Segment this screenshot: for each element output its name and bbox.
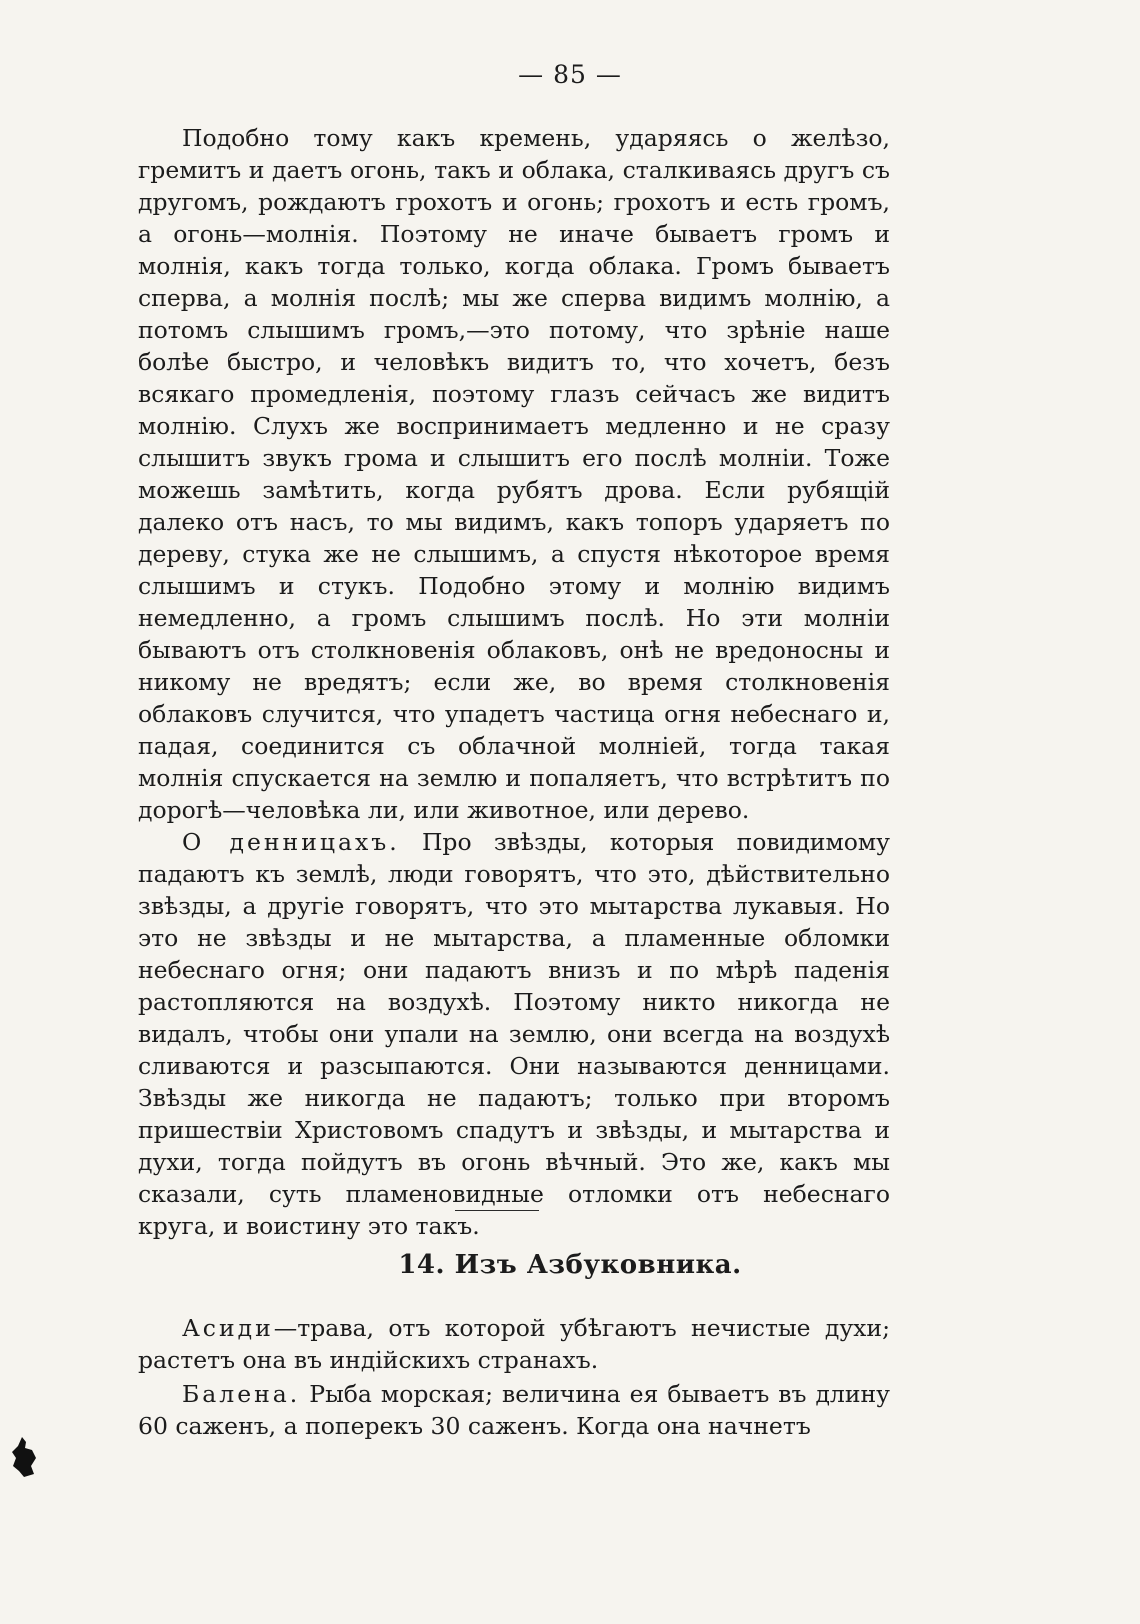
entry-text: Рыба морская; величина ея бываетъ въ длину 60 саженъ, а поперекъ 30 саженъ. Когда она начнетъ	[138, 1380, 890, 1440]
body-text	[138, 122, 890, 1242]
paragraph-dennitsy	[138, 826, 890, 1242]
paragraph-thunder-lightning: Подобно тому какъ кремень, ударяясь о желѣзо, гремитъ и даетъ огонь, такъ и облака, сталкиваясь другъ съ другомъ, рождаютъ грохотъ и огонь; грохотъ и есть громъ, а огонь—молнія. Поэтому не иначе бываетъ громъ и молнія, какъ тогда только, когда облака. Громъ бываетъ сперва, а молнія послѣ; мы же сперва видимъ молнію, а потомъ слышимъ громъ,—это потому, что зрѣніе наше болѣе быстро, и человѣкъ видитъ то, что хочетъ, безъ всякаго промедленія, поэтому глазъ сейчасъ же видитъ молнію. Слухъ же воспринимаетъ медленно и не сразу слышитъ звукъ грома и слышитъ его послѣ молніи. Тоже можешь замѣтить, когда рубятъ дрова. Если рубящій далеко отъ насъ, то мы видимъ, какъ топоръ ударяетъ по дереву, стука же не слышимъ, а спустя нѣкоторое время слышимъ и стукъ. Подобно этому и молнію видимъ немедленно, а громъ слышимъ послѣ. Но эти молніи бываютъ отъ столкновенія облаковъ, онѣ не вредоносны и никому не вредятъ; если же, во время столкновенія облаковъ случится, что упадетъ частица огня небеснаго и, падая, соединится съ облачной молніей, тогда такая молнія спускается на землю и попаляетъ, что встрѣтитъ по дорогѣ—человѣка ли, или животное, или дерево.	[138, 124, 890, 824]
paragraph-heading: О денницахъ.	[182, 828, 400, 856]
section-divider	[455, 1210, 539, 1211]
entry-term: Асиди	[182, 1314, 274, 1342]
page-number: — 85 —	[518, 60, 622, 89]
ink-blot-mark	[10, 1436, 38, 1478]
paragraph-text: Про звѣзды, которыя повидимому падаютъ къ землѣ, люди говорятъ, что это, дѣйствительно звѣзды, а другіе говорятъ, что это мытарства лукавыя. Но это не звѣзды и не мытарства, а пламенные обломки небеснаго огня; они падаютъ внизъ и по мѣрѣ паденія растопляются на воздухѣ. Поэтому никто никогда не видалъ, чтобы они упали на землю, они всегда на воздухѣ сливаются и разсыпаются. Они называются денницами. Звѣзды же никогда не падаютъ; только при второмъ пришествіи Христовомъ спадутъ и звѣзды, и мытарства и духи, тогда пойдутъ въ огонь вѣчный. Это же, какъ мы сказали, суть пламеновидные отломки отъ небеснаго круга, и воистину это такъ.	[138, 828, 890, 1240]
glossary-entries	[138, 1312, 890, 1442]
entry-term: Балена.	[182, 1380, 301, 1408]
entry-text: —трава, отъ которой убѣгаютъ нечистые духи; растетъ она въ индійскихъ странахъ.	[138, 1314, 890, 1374]
glossary-entry-balena	[138, 1378, 890, 1442]
section-title: 14. Изъ Азбуковника.	[398, 1250, 742, 1280]
glossary-entry-asidi	[138, 1312, 890, 1376]
